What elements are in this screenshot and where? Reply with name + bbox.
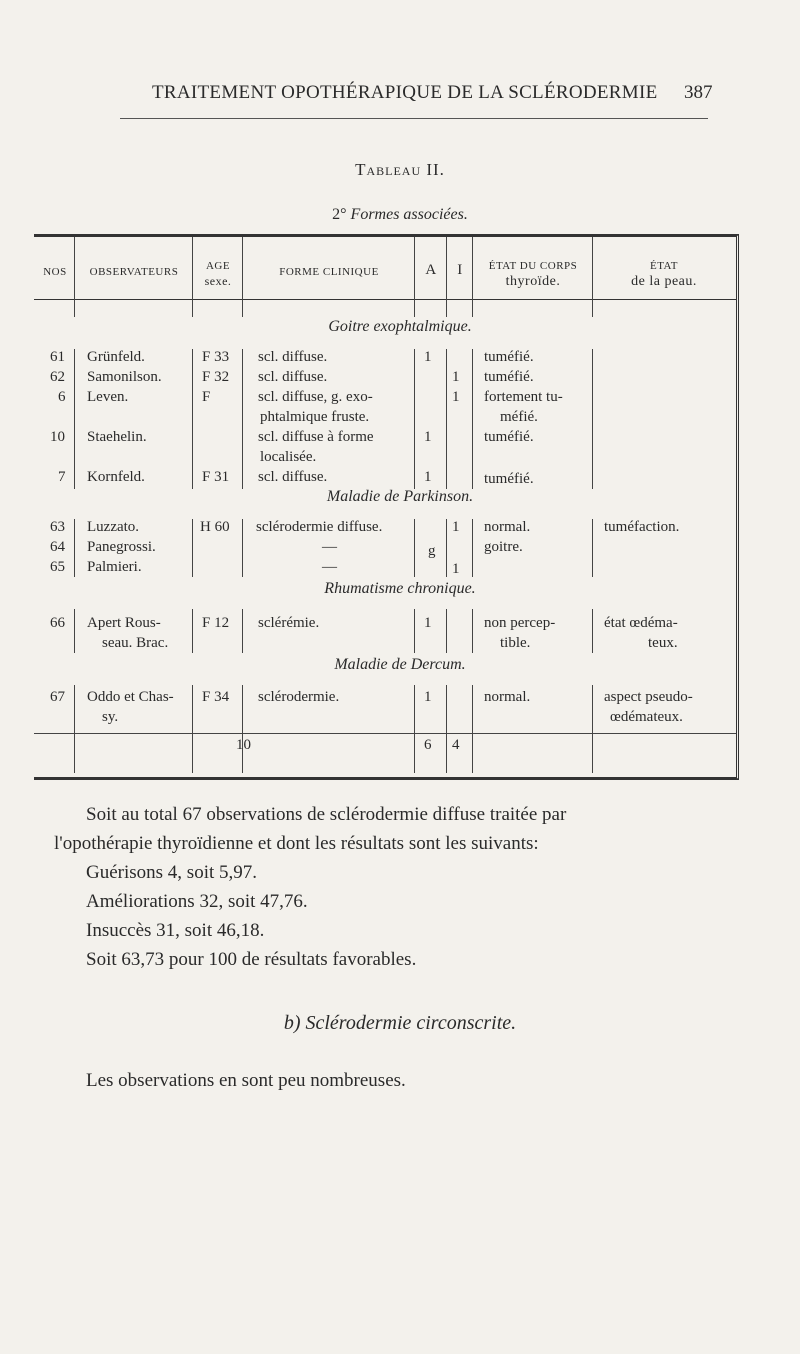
row-forme: sclérodermie diffuse. [256,519,383,535]
row-thyroide: tuméfié. [484,369,534,385]
section-heading: Rhumatisme chronique. [324,580,476,597]
section-heading: Maladie de Dercum. [334,656,466,673]
col-rule [192,349,193,489]
col-rule [446,609,447,653]
row-age: F 31 [202,469,230,485]
row-observateur: Kornfeld. [87,469,145,485]
col-rule [592,685,593,773]
row-a: 1 [424,689,432,705]
row-peau-cont: œdémateux. [610,709,683,725]
col-rule [242,609,243,653]
row-observateur-cont: seau. Brac. [102,635,169,651]
row-a: 1 [424,615,432,631]
row-peau-cont: teux. [648,635,678,651]
row-thyroide-cont: méfié. [500,409,538,425]
row-thyroide: non percep- [484,615,556,631]
row-no: 67 [50,689,65,705]
row-observateur: Leven. [87,389,129,405]
row-i: 1 [452,389,460,405]
col-rule [192,237,193,317]
row-a: 1 [424,349,432,365]
row-forme: — [322,559,337,575]
row-no: 61 [50,349,65,365]
row-i: 1 [452,519,460,535]
row-no: 63 [50,519,65,535]
col-rule [414,609,415,653]
col-rule [414,349,415,489]
total-a: 6 [424,737,432,753]
header-nos: NOS [43,266,67,278]
row-observateur: Grünfeld. [87,349,145,365]
row-no: 62 [50,369,65,385]
row-age: F 12 [202,615,230,631]
row-thyroide: normal. [484,519,531,535]
header-rule [120,118,708,119]
totals-rule-line [34,733,736,734]
col-rule [242,237,243,317]
paragraph-line: l'opothérapie thyroïdienne et dont les résultats sont les suivants: [54,833,539,854]
col-rule [74,685,75,773]
table-subtitle [0,206,800,224]
result-line: Guérisons 4, soit 5,97. [86,862,257,883]
paragraph-line: Les observations en sont peu nombreuses. [86,1070,406,1091]
table-title: Tableau II. [355,160,445,179]
row-no: 64 [50,539,65,555]
section-heading: Maladie de Parkinson. [326,488,474,505]
col-rule [192,519,193,577]
header-a: A [425,262,437,278]
row-thyroide: normal. [484,689,531,705]
row-no: 10 [50,429,65,445]
row-a: g [428,543,436,559]
row-observateur: Panegrossi. [87,539,156,555]
col-rule [242,685,243,773]
row-peau: aspect pseudo- [604,689,693,705]
page-number: 387 [684,82,713,103]
row-age: F 34 [202,689,230,705]
col-rule [74,519,75,577]
col-rule [592,519,593,577]
row-a: 1 [424,469,432,485]
row-observateur: Staehelin. [87,429,147,445]
row-thyroide: tuméfié. [484,429,534,445]
col-rule [74,609,75,653]
col-rule [446,519,447,577]
running-header [0,82,800,112]
header-i: I [457,262,463,278]
col-rule [414,685,415,773]
row-forme: scl. diffuse. [258,369,328,385]
result-line: Soit 63,73 pour 100 de résultats favorables. [86,949,417,970]
col-rule [472,349,473,489]
row-forme: scl. diffuse à forme [258,429,374,445]
section-heading: Goitre exophtalmique. [328,318,472,335]
col-rule [192,609,193,653]
col-rule [592,349,593,489]
row-age: F [202,389,211,405]
row-observateur-cont: sy. [102,709,119,725]
col-rule [446,349,447,489]
row-i: 1 [452,561,460,577]
row-forme: scl. diffuse, g. exo- [258,389,373,405]
row-no: 7 [58,469,66,485]
header-age: AGE [205,260,231,272]
row-thyroide-cont: tible. [500,635,531,651]
col-rule [446,685,447,773]
col-rule [472,519,473,577]
col-rule [472,609,473,653]
row-observateur: Samonilson. [87,369,162,385]
row-forme: — [322,539,337,555]
row-observateur: Oddo et Chas- [87,689,174,705]
total-i: 4 [452,737,460,753]
result-line: Améliorations 32, soit 47,76. [86,891,308,912]
row-forme: sclérodermie. [258,689,340,705]
row-age: F 32 [202,369,230,385]
row-thyroide: fortement tu- [484,389,563,405]
col-rule [192,685,193,773]
col-rule [592,609,593,653]
header-thyroide: thyroïde. [505,274,561,289]
row-age: H 60 [200,519,230,535]
row-peau: tuméfaction. [604,519,680,535]
row-observateur: Palmieri. [87,559,142,575]
table-subtitle-text: Formes associées. [350,206,468,223]
row-forme: scl. diffuse. [258,469,328,485]
row-no: 66 [50,615,65,631]
col-rule [446,237,447,317]
running-title: TRAITEMENT OPOTHÉRAPIQUE DE LA SCLÉRODERMIE [152,82,658,103]
total-age: 10 [236,737,251,753]
col-rule [592,237,593,317]
result-line: Insuccès 31, soit 46,18. [86,920,265,941]
col-rule [74,349,75,489]
row-thyroide: goitre. [484,539,523,555]
col-rule [414,237,415,317]
subsection-heading: b) Sclérodermie circonscrite. [283,1012,517,1034]
col-rule [472,685,473,773]
row-thyroide: tuméfié. [484,471,534,487]
row-forme-cont: phtalmique fruste. [260,409,370,425]
header-etat-corps: ÉTAT DU CORPS [488,260,578,272]
paragraph-line: Soit au total 67 observations de sclérodermie diffuse traitée par [86,804,567,825]
header-sexe: sexe. [204,274,232,288]
col-rule [242,349,243,489]
row-age: F 33 [202,349,230,365]
row-observateur: Apert Rous- [87,615,161,631]
row-forme-cont: localisée. [260,449,317,465]
header-forme: FORME CLINIQUE [279,266,379,278]
row-i: 1 [452,369,460,385]
row-a: 1 [424,429,432,445]
row-peau: état œdéma- [604,615,678,631]
header-observateurs: OBSERVATEURS [89,266,179,278]
row-no: 65 [50,559,65,575]
header-rule-line [34,299,736,300]
col-rule [74,237,75,317]
header-de-la-peau: de la peau. [631,274,697,289]
row-observateur: Luzzato. [87,519,140,535]
row-no: 6 [58,389,66,405]
col-rule [472,237,473,317]
table-subtitle-number: 2° [332,206,347,223]
row-thyroide: tuméfié. [484,349,534,365]
row-forme: scl. diffuse. [258,349,328,365]
row-forme: sclérémie. [258,615,320,631]
col-rule [414,519,415,577]
header-etat-peau: ÉTAT [649,260,678,272]
col-rule [242,519,243,577]
